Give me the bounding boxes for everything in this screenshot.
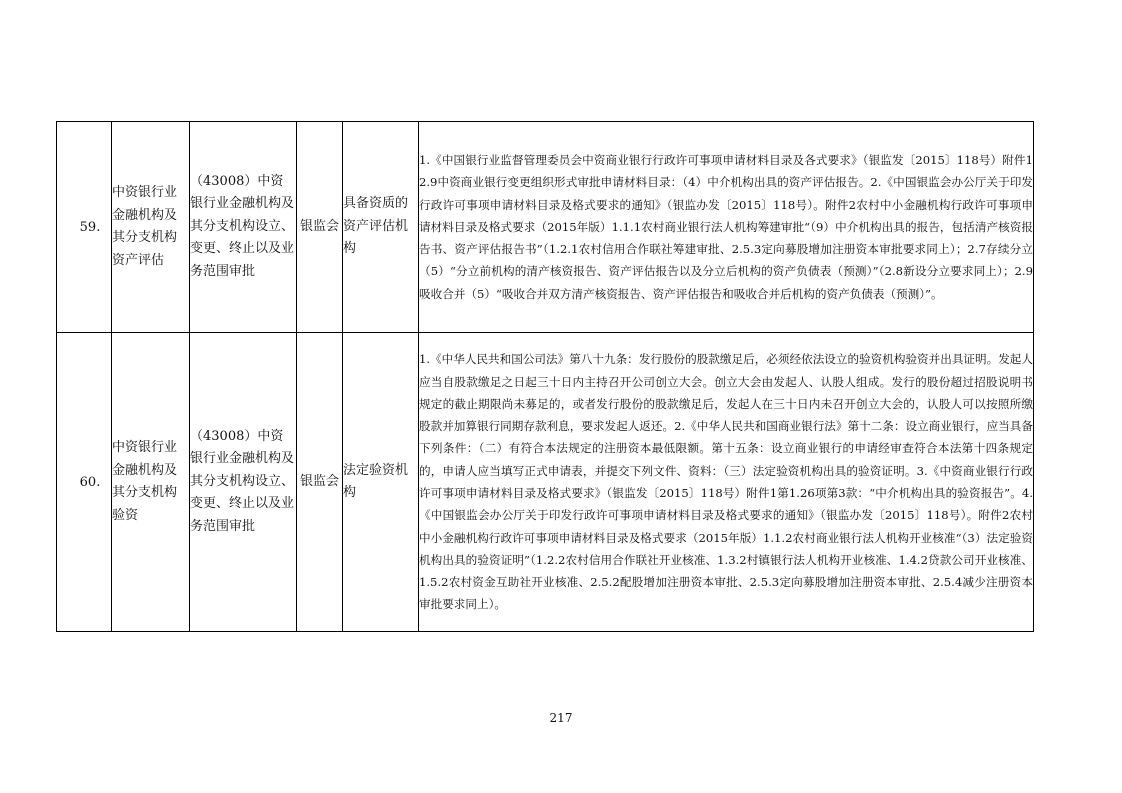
item-name-cell <box>112 122 190 333</box>
approval-item: （43008）中资银行业金融机构及其分支机构设立、变更、终止以及业务范围审批 <box>190 173 295 279</box>
basis-cell <box>419 333 1034 632</box>
document-table <box>56 121 1034 632</box>
table-row <box>57 333 1034 632</box>
legal-basis-text: 1.《中华人民共和国公司法》第八十九条：发行股份的股款缴足后，必须经依法设立的验资机构验资并出具证明。发起人应当自股款缴足之日起三十日内主持召开公司创立大会。创立大会由发起人、认股人组成。发行的股份超过招股说明书规定的截止期限尚未募足的，或者发行股份的股款缴足后，发起人在三十日内未召开创立大会的，认股人可以按照所缴股款并加算银行同期存款利息，要求发起人返还。2.《中华人民共和国商业银行法》第十二条：设立商业银行，应当具备下列条件：（二）有符合本法规定的注册资本最低限额。第十五条：设立商业银行的申请经审查符合本法第十四条规定的，申请人应当填写正式申请表，并提交下列文件、资料：（三）法定验资机构出具的验资证明。3.《中资商业银行行政许可事项申请材料目录及格式要求》（银监发〔2015〕118号）附件1第1.26项第3款：“中介机构出具的验资报告”。4.《中国银监会办公厅关于印发行政许可事项申请材料目录及格式要求的通知》（银监办发〔2015〕118号）。附件2农村中小金融机构行政许可事项申请材料目录及格式要求（2015年版）1.1.2农村商业银行法人机构开业核准“（3）法定验资机构出具的验资证明”（1.2.2农村信用合作联社开业核准、1.3.2村镇银行法人机构开业核准、1.4.2贷款公司开业核准、1.5.2农村资金互助社开业核准、2.5.2配股增加注册资本审批、2.5.3定向募股增加注册资本审批、2.5.4减少注册资本审批要求同上）。 <box>419 352 1033 612</box>
item-name: 中资银行业金融机构及其分支机构资产评估 <box>112 185 178 268</box>
page-number: 217 <box>549 711 573 725</box>
agency-type: 法定验资机构 <box>343 462 409 500</box>
row-number: 59. <box>79 219 101 235</box>
item-name-cell <box>112 333 190 632</box>
row-number-cell <box>57 122 112 333</box>
department-cell <box>297 122 343 333</box>
department: 银监会 <box>299 473 339 489</box>
approval-item: （43008）中资银行业金融机构及其分支机构设立、变更、终止以及业务范围审批 <box>190 428 295 534</box>
approval-item-cell <box>190 122 297 333</box>
agency-type: 具备资质的资产评估机构 <box>343 196 409 257</box>
row-number: 60. <box>79 474 101 490</box>
table-row <box>57 122 1034 333</box>
department-cell <box>297 333 343 632</box>
department: 银监会 <box>299 218 339 234</box>
row-number-cell <box>57 333 112 632</box>
item-name: 中资银行业金融机构及其分支机构验资 <box>112 440 178 523</box>
legal-basis-text: 1.《中国银行业监督管理委员会中资商业银行行政许可事项申请材料目录及各式要求》（银监发〔2015〕118号）附件12.9中资商业银行变更组织形式审批申请材料目录：（4）中介机构出具的资产评估报告。2.《中国银监会办公厅关于印发行政许可事项申请材料目录及格式要求的通知》（银监办发〔2015〕118号）。附件2农村中小金融机构行政许可事项申请材料目录及格式要求（2015年版）1.1.1农村商业银行法人机构筹建审批“（9）中介机构出具的报告，包括清产核资报告书、资产评估报告书”（1.2.1农村信用合作联社筹建审批、2.5.3定向募股增加注册资本审批要求同上）；2.7存续分立（5）“分立前机构的清产核资报告、资产评估报告以及分立后机构的资产负债表（预测）”（2.8新设分立要求同上）；2.9吸收合并（5）“吸收合并双方清产核资报告、资产评估报告和吸收合并后机构的资产负债表（预测）”。 <box>419 152 1033 301</box>
agency-type-cell <box>343 333 419 632</box>
agency-type-cell <box>343 122 419 333</box>
approval-item-cell <box>190 333 297 632</box>
basis-cell <box>419 122 1034 333</box>
